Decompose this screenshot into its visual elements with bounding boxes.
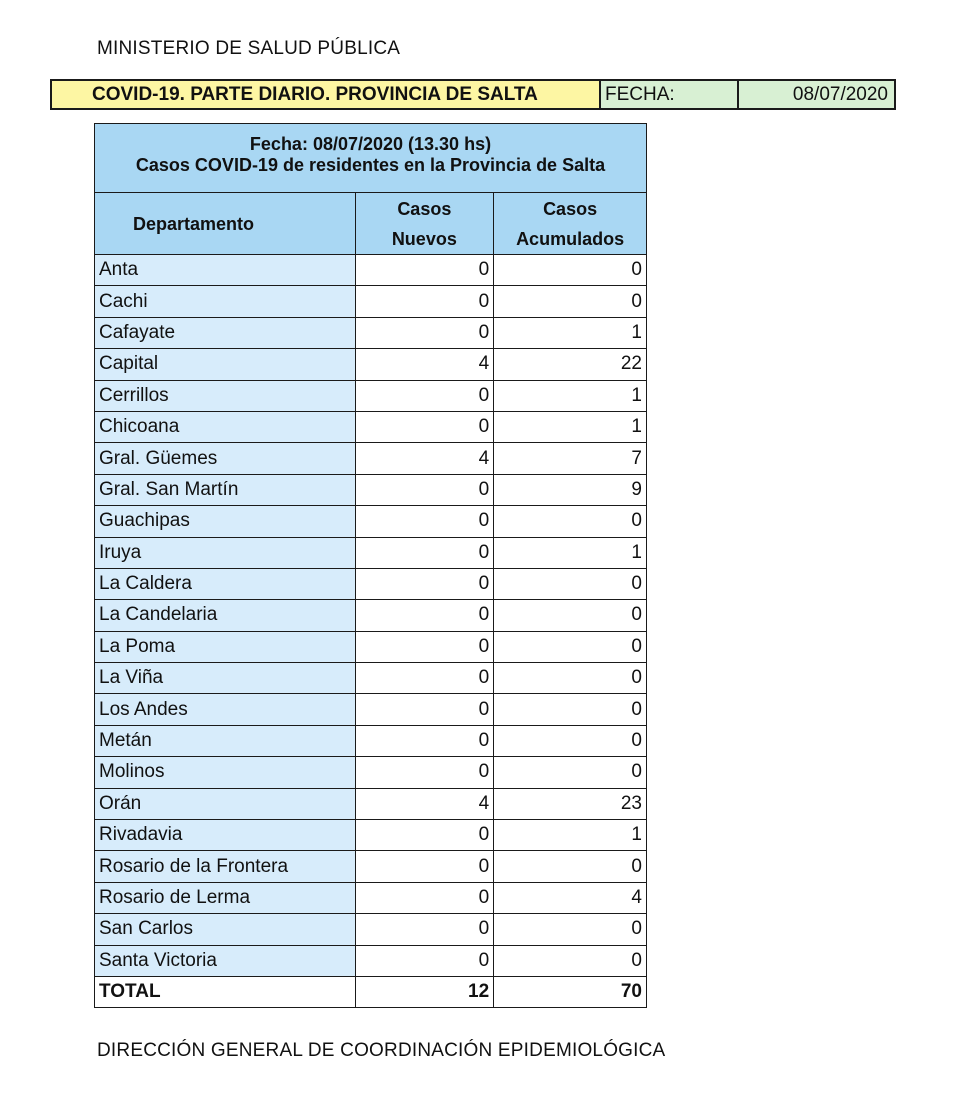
departamento-cell: La Caldera xyxy=(95,568,356,599)
departamento-cell: Santa Victoria xyxy=(95,945,356,976)
departamento-cell: La Candelaria xyxy=(95,600,356,631)
casos-nuevos-cell: 0 xyxy=(355,882,494,913)
casos-acumulados-cell: 23 xyxy=(494,788,647,819)
casos-acumulados-cell: 0 xyxy=(494,631,647,662)
banner-title: COVID-19. PARTE DIARIO. PROVINCIA DE SALTA xyxy=(52,81,601,108)
casos-acumulados-cell: 0 xyxy=(494,725,647,756)
casos-acumulados-cell: 0 xyxy=(494,914,647,945)
departamento-cell: Capital xyxy=(95,349,356,380)
departamento-cell: Metán xyxy=(95,725,356,756)
departamento-cell: La Poma xyxy=(95,631,356,662)
column-header-casos-nuevos-line1: Casos xyxy=(397,198,452,219)
table-body xyxy=(95,255,647,977)
casos-nuevos-cell: 0 xyxy=(355,286,494,317)
casos-nuevos-cell: 0 xyxy=(355,568,494,599)
casos-nuevos-cell: 0 xyxy=(355,317,494,348)
casos-nuevos-cell: 4 xyxy=(355,788,494,819)
column-header-casos-acumulados-line1: Casos xyxy=(543,198,598,219)
report-banner xyxy=(50,79,896,110)
casos-acumulados-cell: 0 xyxy=(494,757,647,788)
departamento-cell: Rosario de la Frontera xyxy=(95,851,356,882)
casos-acumulados-cell: 0 xyxy=(494,663,647,694)
departamento-cell: Iruya xyxy=(95,537,356,568)
departamento-cell: Anta xyxy=(95,255,356,286)
departamento-cell: Cachi xyxy=(95,286,356,317)
ministry-title: MINISTERIO DE SALUD PÚBLICA xyxy=(97,38,401,59)
casos-nuevos-cell: 0 xyxy=(355,914,494,945)
table-row xyxy=(95,882,647,913)
table-row xyxy=(95,349,647,380)
column-header-casos-acumulados xyxy=(494,193,647,255)
casos-acumulados-cell: 1 xyxy=(494,317,647,348)
casos-nuevos-cell: 0 xyxy=(355,757,494,788)
casos-nuevos-cell: 0 xyxy=(355,474,494,505)
table-row xyxy=(95,914,647,945)
table-row xyxy=(95,255,647,286)
casos-acumulados-cell: 4 xyxy=(494,882,647,913)
departamento-cell: Cerrillos xyxy=(95,380,356,411)
departamento-cell: Cafayate xyxy=(95,317,356,348)
departamento-cell: San Carlos xyxy=(95,914,356,945)
casos-nuevos-cell: 0 xyxy=(355,694,494,725)
table-row xyxy=(95,286,647,317)
casos-acumulados-cell: 9 xyxy=(494,474,647,505)
table-row xyxy=(95,443,647,474)
casos-nuevos-cell: 0 xyxy=(355,411,494,442)
casos-nuevos-cell: 4 xyxy=(355,443,494,474)
departamento-cell: Guachipas xyxy=(95,506,356,537)
table-row xyxy=(95,600,647,631)
table-row xyxy=(95,317,647,348)
table-row xyxy=(95,537,647,568)
table-row xyxy=(95,568,647,599)
casos-nuevos-cell: 0 xyxy=(355,725,494,756)
total-casos-acumulados: 70 xyxy=(494,976,647,1007)
casos-acumulados-cell: 0 xyxy=(494,600,647,631)
departamento-cell: Orán xyxy=(95,788,356,819)
table-row xyxy=(95,663,647,694)
column-header-departamento xyxy=(95,193,356,255)
casos-nuevos-cell: 0 xyxy=(355,537,494,568)
casos-acumulados-cell: 0 xyxy=(494,255,647,286)
casos-nuevos-cell: 4 xyxy=(355,349,494,380)
casos-nuevos-cell: 0 xyxy=(355,631,494,662)
casos-acumulados-cell: 0 xyxy=(494,506,647,537)
departamento-cell: Gral. San Martín xyxy=(95,474,356,505)
table-row xyxy=(95,411,647,442)
casos-acumulados-cell: 0 xyxy=(494,851,647,882)
casos-nuevos-cell: 0 xyxy=(355,820,494,851)
casos-acumulados-cell: 1 xyxy=(494,380,647,411)
casos-nuevos-cell: 0 xyxy=(355,380,494,411)
table-row xyxy=(95,474,647,505)
casos-acumulados-cell: 1 xyxy=(494,820,647,851)
casos-nuevos-cell: 0 xyxy=(355,255,494,286)
casos-acumulados-cell: 0 xyxy=(494,694,647,725)
casos-acumulados-cell: 0 xyxy=(494,286,647,317)
departamento-cell: Gral. Güemes xyxy=(95,443,356,474)
casos-acumulados-cell: 1 xyxy=(494,411,647,442)
casos-nuevos-cell: 0 xyxy=(355,506,494,537)
total-label: TOTAL xyxy=(95,976,356,1007)
table-row xyxy=(95,788,647,819)
table-row xyxy=(95,820,647,851)
table-row xyxy=(95,694,647,725)
banner-date-label: FECHA: xyxy=(601,81,739,108)
departamento-cell: La Viña xyxy=(95,663,356,694)
table-row xyxy=(95,757,647,788)
casos-acumulados-cell: 0 xyxy=(494,945,647,976)
casos-nuevos-cell: 0 xyxy=(355,600,494,631)
table-row xyxy=(95,725,647,756)
casos-nuevos-cell: 0 xyxy=(355,945,494,976)
total-row xyxy=(95,976,647,1007)
departamento-cell: Rosario de Lerma xyxy=(95,882,356,913)
casos-acumulados-cell: 22 xyxy=(494,349,647,380)
column-header-casos-nuevos-line2: Nuevos xyxy=(391,228,457,249)
footer-directorate: DIRECCIÓN GENERAL DE COORDINACIÓN EPIDEMIOLÓGICA xyxy=(97,1040,666,1061)
table-row xyxy=(95,506,647,537)
departamento-cell: Rivadavia xyxy=(95,820,356,851)
departamento-cell: Los Andes xyxy=(95,694,356,725)
table-subtitle: Casos COVID-19 de residentes en la Provincia de Salta xyxy=(95,155,647,193)
table-row xyxy=(95,945,647,976)
casos-nuevos-cell: 0 xyxy=(355,851,494,882)
departamento-cell: Molinos xyxy=(95,757,356,788)
column-header-departamento-label: Departamento xyxy=(133,213,255,234)
table-row xyxy=(95,631,647,662)
table-row xyxy=(95,380,647,411)
column-header-casos-acumulados-line2: Acumulados xyxy=(516,228,625,249)
casos-nuevos-cell: 0 xyxy=(355,663,494,694)
cases-table xyxy=(94,123,647,1008)
casos-acumulados-cell: 7 xyxy=(494,443,647,474)
table-row xyxy=(95,851,647,882)
total-casos-nuevos: 12 xyxy=(355,976,494,1007)
departamento-cell: Chicoana xyxy=(95,411,356,442)
casos-acumulados-cell: 1 xyxy=(494,537,647,568)
casos-acumulados-cell: 0 xyxy=(494,568,647,599)
column-header-casos-nuevos xyxy=(355,193,494,255)
banner-date-value: 08/07/2020 xyxy=(739,81,894,108)
table-date-line: Fecha: 08/07/2020 (13.30 hs) xyxy=(95,124,647,155)
